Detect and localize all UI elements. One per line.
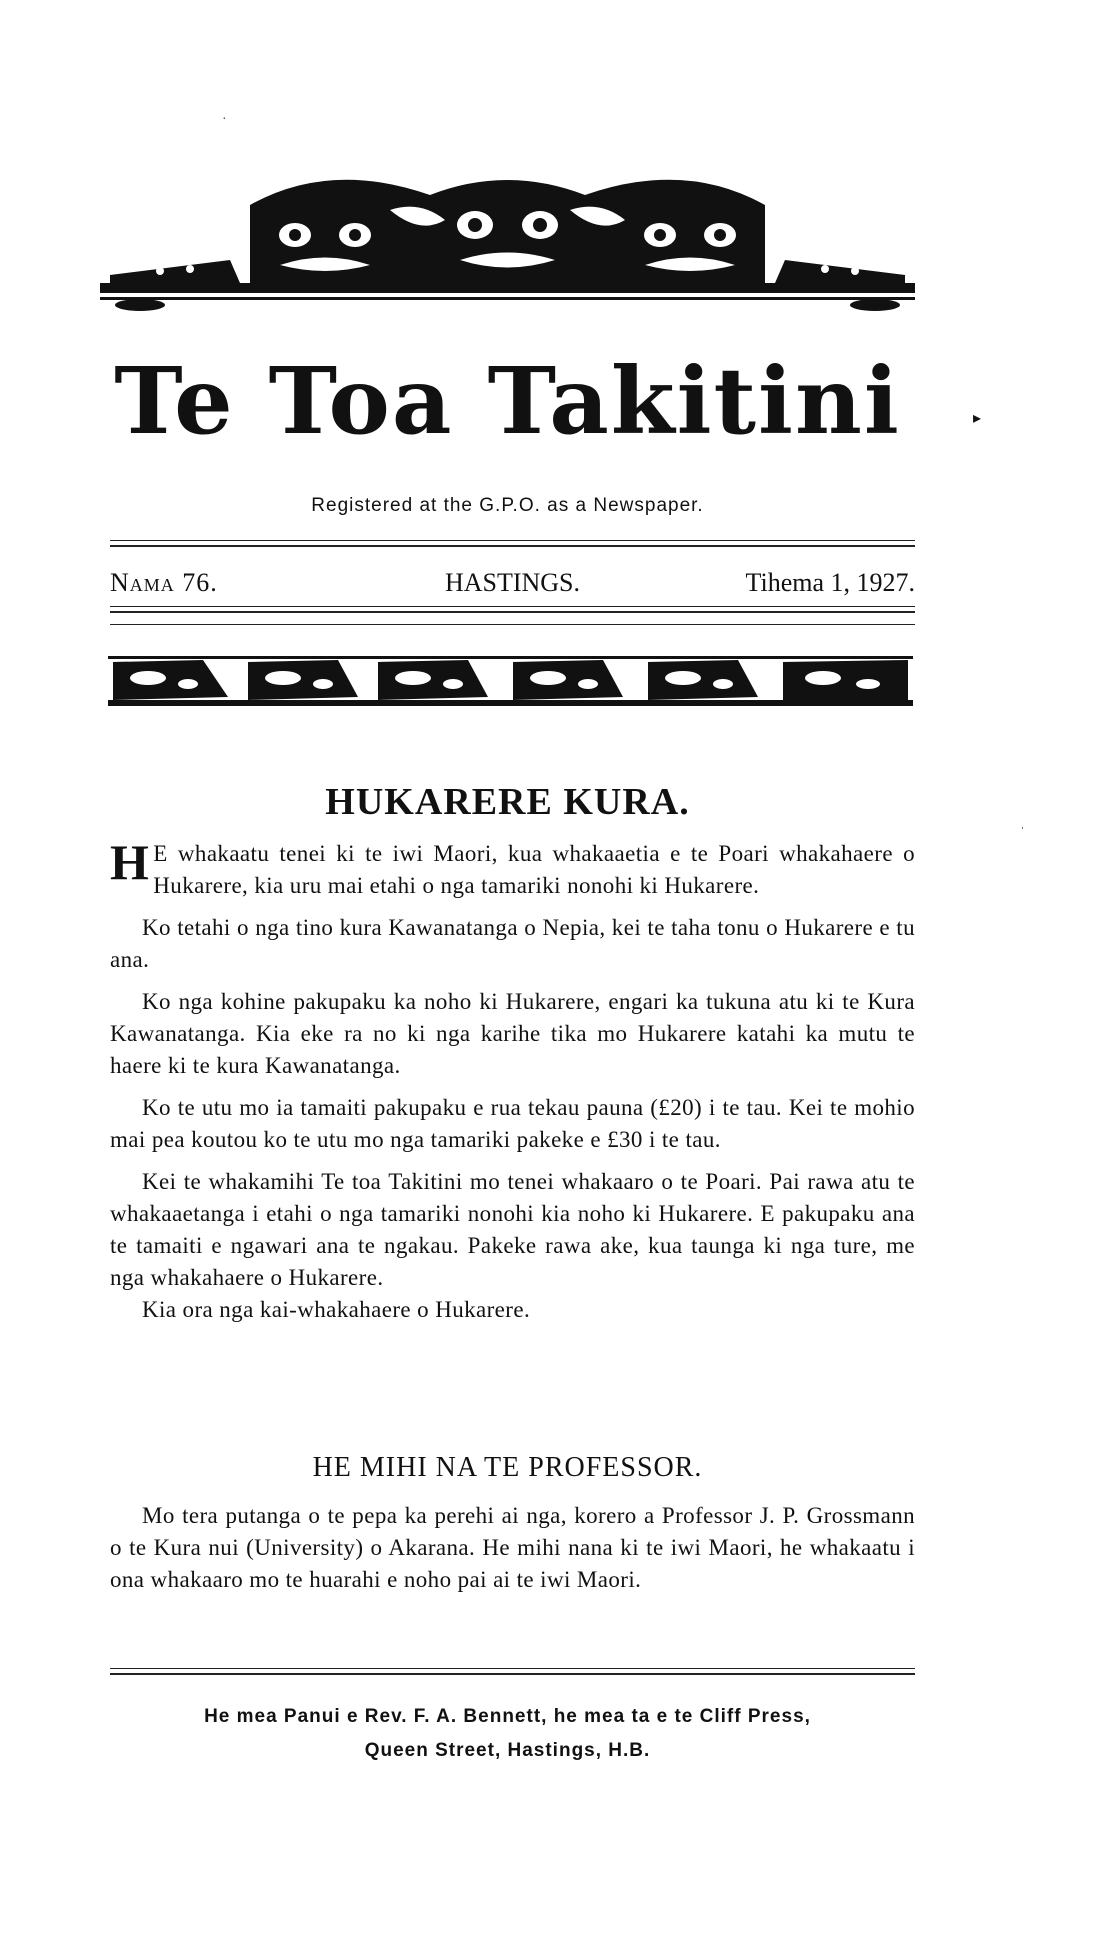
header-rule-bottom bbox=[110, 606, 915, 613]
article-paragraph: Ko te utu mo ia tamaiti pakupaku e rua tekau pauna (£20) i te tau. Kei te mohio mai pea koutou ko te utu mo nga tamariki pakeke e £30 i te tau. bbox=[110, 1095, 915, 1152]
printing-speck: ▸ bbox=[973, 410, 982, 427]
header-rule-top bbox=[110, 540, 915, 547]
issue-info-line bbox=[110, 563, 915, 603]
article-paragraph: Kei te whakamihi Te toa Takitini mo tenei whakaaro o te Poari. Pai rawa atu te whakaaetanga i etahi o nga tamariki nonohi kia noho ki Hukarere. E pakupaku ana te tamaiti e ngawari ana te ngakau. Pakeke rawa ake, kua taunga ki nga ture, me nga whakahaere o Hukarere. bbox=[110, 1169, 915, 1290]
footer-rule bbox=[110, 1668, 915, 1675]
article-hukarere-body bbox=[110, 834, 915, 1336]
newspaper-title: Te Toa Takitini bbox=[114, 347, 901, 455]
issue-number: Nama 76. bbox=[110, 568, 218, 597]
printer-imprint-line2: Queen Street, Hastings, H.B. bbox=[364, 1740, 651, 1761]
maori-carving-masthead-ornament bbox=[100, 165, 915, 325]
first-paragraph-text: E whakaatu tenei ki te iwi Maori, kua whakaaetia e te Poari whakahaere o Hukarere, kia uru mai etahi o nga tamariki nonohi ki Hukarere. bbox=[153, 841, 915, 898]
issue-place: HASTINGS. bbox=[444, 568, 581, 597]
carved-ornament-band bbox=[108, 652, 913, 714]
article-paragraph: Ko nga kohine pakupaku ka noho ki Hukarere, engari ka tukuna atu ki te Kura Kawanatanga. Kia eke ra no ki nga karihe tika mo Hukarere katahi ka mutu te haere ki te kura Kawanatanga. bbox=[110, 989, 915, 1078]
article-heading-hukarere: HUKARERE KURA. bbox=[325, 781, 690, 823]
printing-speck: ˌ bbox=[1020, 815, 1025, 830]
registration-notice: Registered at the G.P.O. as a Newspaper. bbox=[311, 495, 704, 516]
article-first-paragraph bbox=[110, 834, 915, 902]
drop-cap: H bbox=[110, 834, 150, 890]
header-rule-thin bbox=[110, 624, 915, 625]
printer-imprint-line1: He mea Panui e Rev. F. A. Bennett, he mea ta e te Cliff Press, bbox=[204, 1706, 811, 1727]
issue-date: Tihema 1, 1927. bbox=[745, 568, 915, 597]
article-professor-body bbox=[110, 1500, 915, 1606]
article-paragraph: Mo tera putanga o te pepa ka perehi ai nga, korero a Professor J. P. Grossmann o te Kura nui (University) o Akarana. He mihi nana ki te iwi Maori, he whakaatu i ona whakaaro mo te huarahi e noho pai ai te iwi Maori. bbox=[110, 1503, 915, 1592]
article-heading-professor: HE MIHI NA TE PROFESSOR. bbox=[312, 1452, 703, 1483]
article-closing-line: Kia ora nga kai-whakahaere o Hukarere. bbox=[142, 1297, 531, 1322]
article-paragraph: Ko tetahi o nga tino kura Kawanatanga o Nepia, kei te taha tonu o Hukarere e tu ana. bbox=[110, 915, 915, 972]
printing-speck: · bbox=[222, 112, 227, 127]
